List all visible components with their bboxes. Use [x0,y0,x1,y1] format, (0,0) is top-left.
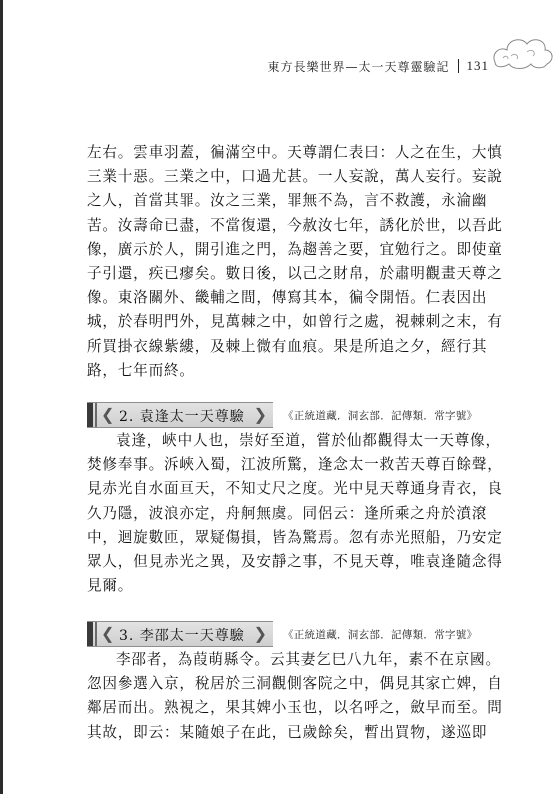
text-line: 袁逢，峽中人也，崇好至道，嘗於仙都觀得太一天尊像， [116,432,501,449]
section-title: 3. 李邵太一天尊驗 [119,628,245,644]
text-line: 三業十惡。三業之中，口過尤甚。一人妄說，萬人妄行。妄說 [87,168,503,186]
paragraph-2 [87,429,517,598]
title-bar-decoration [87,622,93,646]
text-line: 鄰居而出。熟視之，果其婢小玉也，以名呼之，斂早而至。問 [87,699,503,717]
text-line: 左右。雲車羽蓋，徧滿空中。天尊謂仁表曰：人之在生，大慎 [87,144,503,161]
title-bar-decoration [87,403,93,427]
text-line: 像。東洛關外、畿輔之間，傳寫其本，徧令開悟。仁表因出 [87,289,488,307]
title-bar-decoration [95,403,97,427]
text-line: 忽因參選入京，稅居於三洞觀側客院之中，偶見其家亡婢，自 [87,675,503,693]
section-title-box [87,621,273,647]
text-line: 見爾。 [87,577,134,595]
text-line: 像，廣示於人，開引進之門，為趨善之要，宜勉行之。即使童 [87,240,503,258]
text-line: 其故，即云：某隨娘子在此，已歲餘矣，暫出買物，遂巡即 [87,723,488,741]
text-line: 苦。汝壽命已盡，不當復還，今赦汝七年，誘化於世，以吾此 [87,216,503,234]
text-line: 所買掛衣線紫縷，及棘上微有血痕。果是所追之夕，經行其 [87,337,488,355]
section-source: 《正統道藏．洞玄部．記傳類．常字號》 [283,628,478,641]
text-line: 久乃隱，波浪亦定，舟舸無虞。同侶云：逢所乘之舟於濆滾 [87,504,488,522]
title-bar-decoration [95,622,97,646]
text-line: 路，七年而終。 [87,361,195,379]
text-line: 焚修奉事。泝峽入蜀，江波所驚，逢念太一救苦天尊百餘聲， [87,456,503,474]
section-title: 2. 袁逢太一天尊驗 [119,409,245,425]
page-number: 131 [466,58,489,73]
header-divider [458,59,459,73]
left-bracket-icon: ❮ [101,405,115,424]
left-bracket-icon: ❮ [101,624,115,643]
running-header [267,56,489,76]
section-heading-3 [87,621,517,647]
text-line: 中，迴旋數匝，眾疑傷損，皆為驚焉。忽有赤光照船，乃安定 [87,528,503,546]
text-line: 李邵者，為葭萌縣令。云其妻乞巳八九年，素不在京國。 [116,651,501,668]
paragraph-3 [87,648,517,745]
text-line: 子引還，疾已瘳矣。數日後，以己之財帛，於肅明觀畫天尊之 [87,265,503,283]
right-bracket-icon: ❯ [253,624,267,643]
section-heading-2 [87,402,517,428]
cloud-ornament-icon [489,28,557,76]
text-line: 見赤光自水面亘天，不知丈尺之度。光中見天尊通身青衣，良 [87,480,503,498]
right-bracket-icon: ❯ [253,405,267,424]
text-line: 城，於春明門外，見萬棘之中，如曾行之處，視棘刺之末，有 [87,313,503,331]
section-source: 《正統道藏．洞玄部．記傳類．常字號》 [283,409,478,422]
section-title-box [87,402,273,428]
text-line: 眾人，但見赤光之異，及安靜之事，不見天尊，唯袁逢隨念得 [87,553,503,571]
text-line: 之人，首當其罪。汝之三業，罪無不為，言不救護，永淪幽 [87,192,488,210]
running-title: 東方長樂世界—太一天尊靈驗記 [267,59,450,74]
paragraph-1 [87,141,517,383]
